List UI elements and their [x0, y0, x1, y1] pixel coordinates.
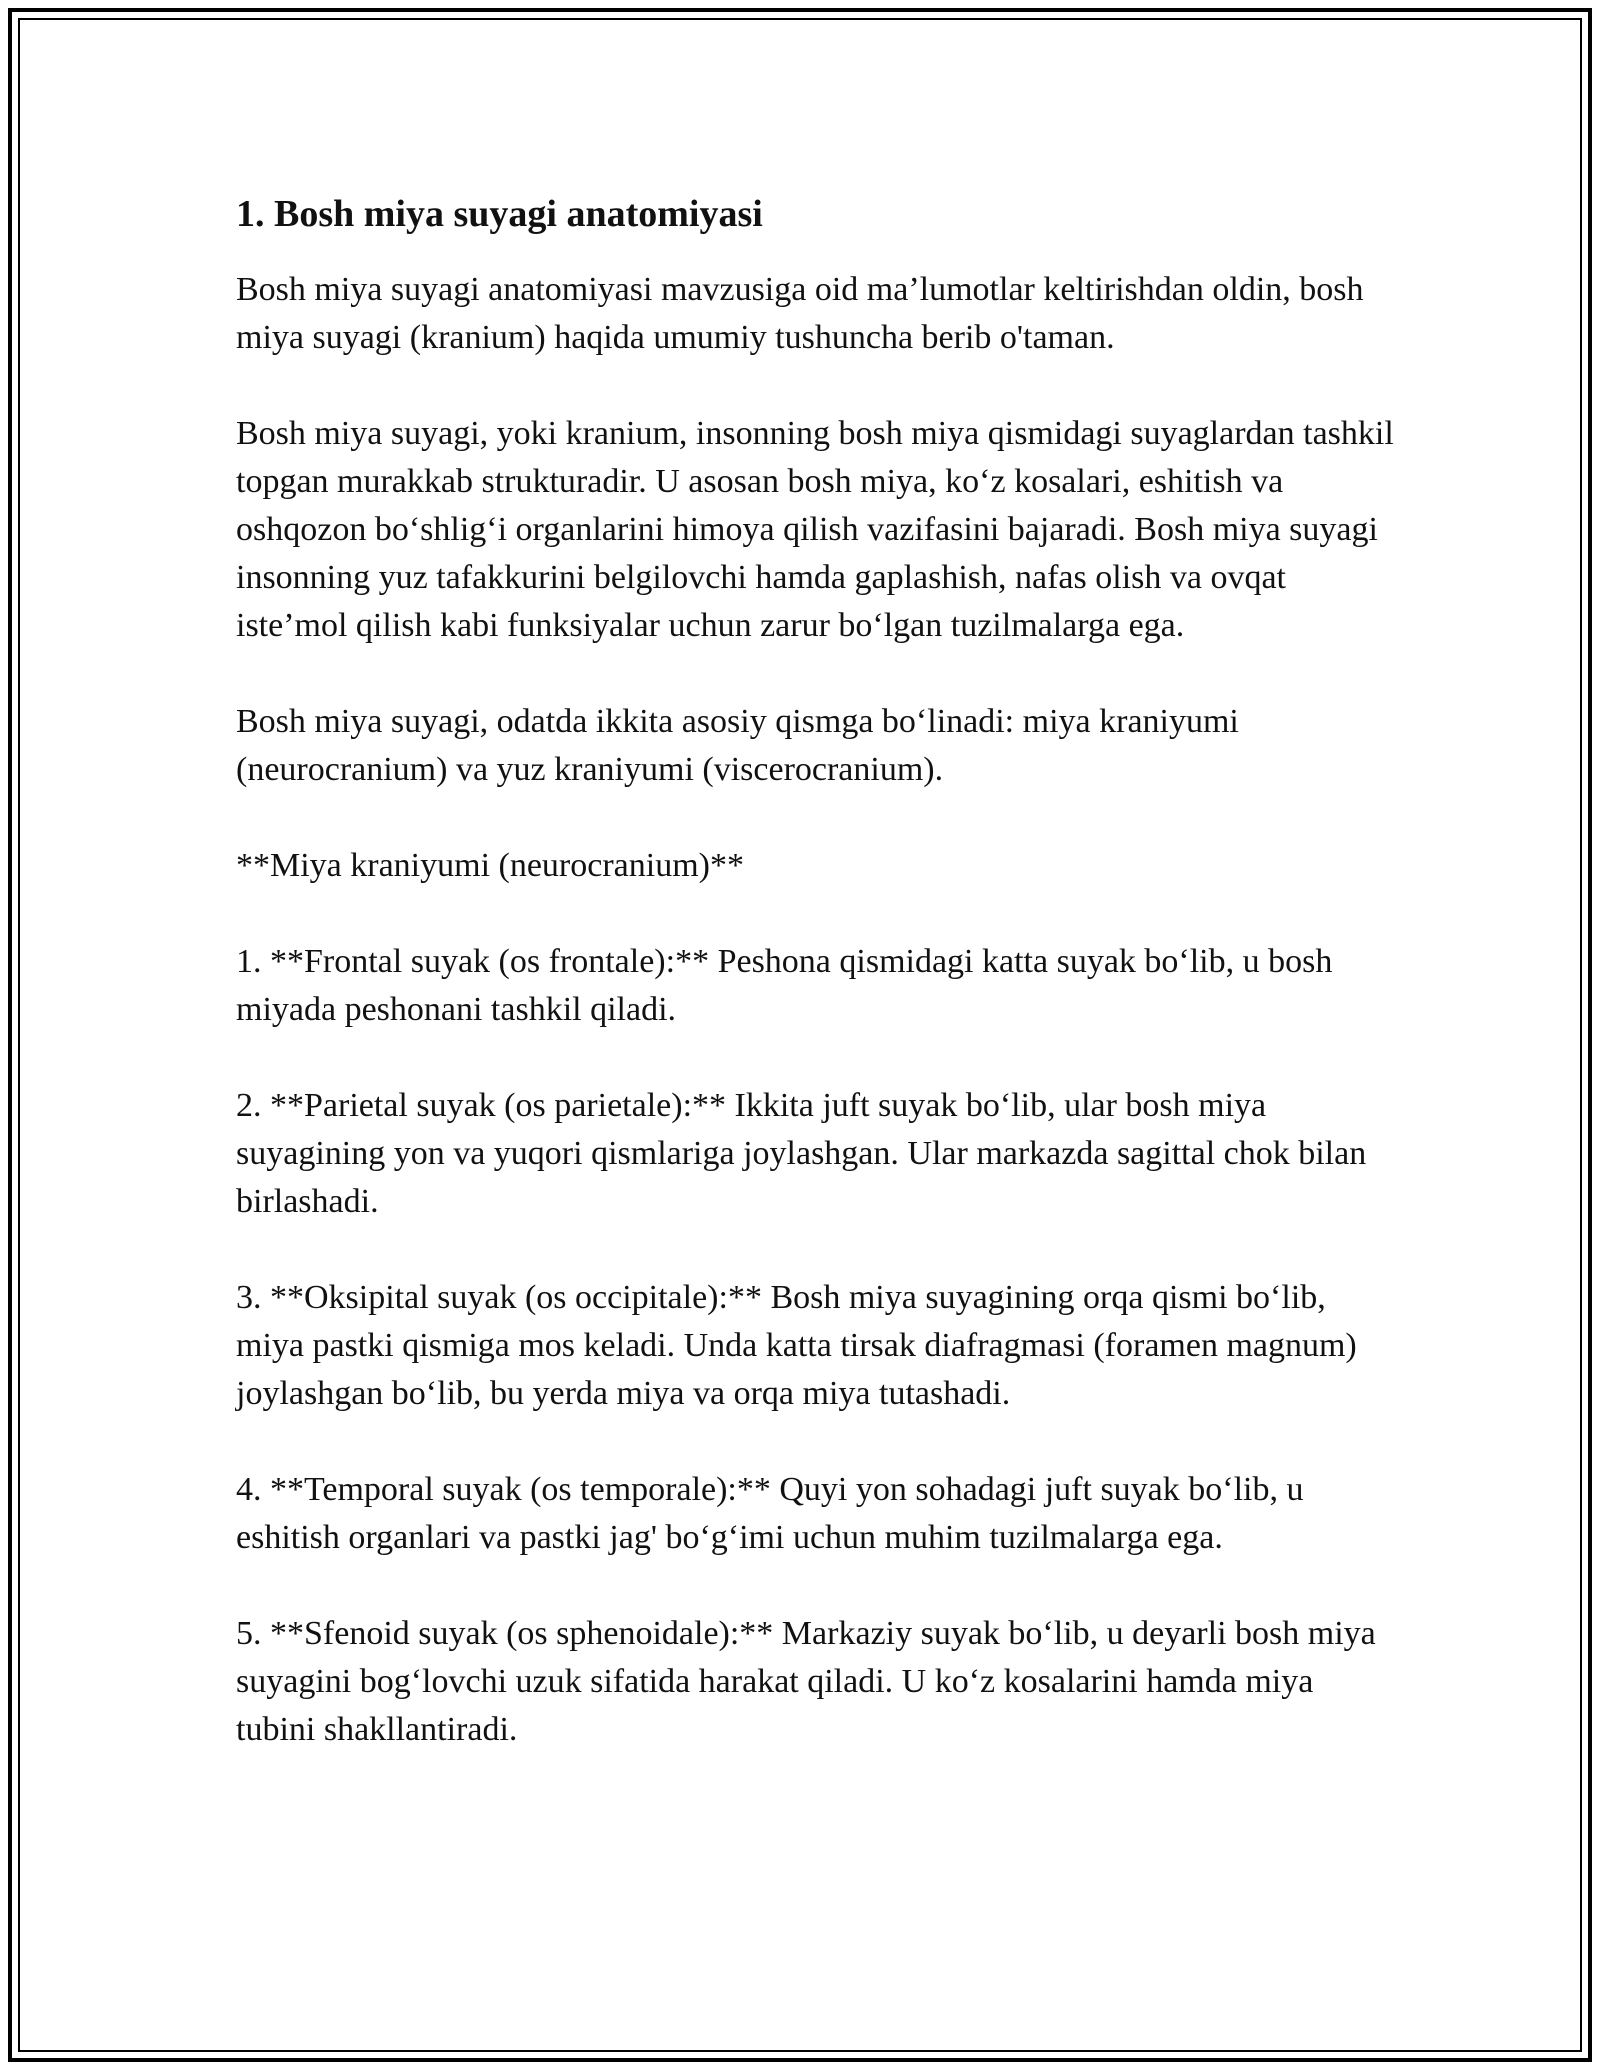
document-body — [236, 186, 1396, 1802]
intro-paragraph: Bosh miya suyagi anatomiyasi mavzusiga oid ma’lumotlar keltirishdan oldin, bosh miya suyagi (kranium) haqida umumiy tushuncha berib o'taman. — [236, 271, 1364, 356]
cranium-parts-paragraph: Bosh miya suyagi, odatda ikkita asosiy qismga bo‘linadi: miya kraniyumi (neurocranium) va yuz kraniyumi (viscerocranium). — [236, 703, 1239, 788]
list-item-sphenoid: 5. **Sfenoid suyak (os sphenoidale):** Markaziy suyak bo‘lib, u deyarli bosh miya suyagini bog‘lovchi uzuk sifatida harakat qiladi. U ko‘z kosalarini hamda miya tubini shakllantiradi. — [236, 1615, 1376, 1748]
list-item-parietal: 2. **Parietal suyak (os parietale):** Ikkita juft suyak bo‘lib, ular bosh miya suyagining yon va yuqori qismlariga joylashgan. Ular markazda sagittal chok bilan birlashadi. — [236, 1087, 1367, 1220]
cranium-description-paragraph: Bosh miya suyagi, yoki kranium, insonning bosh miya qismidagi suyaglardan tashkil topgan murakkab strukturadir. U asosan bosh miya, ko‘z kosalari, eshitish va oshqozon bo‘shlig‘i organlarini himoya qilish vazifasini bajaradi. Bosh miya suyagi insonning yuz tafakkurini belgilovchi hamda gaplashish, nafas olish va ovqat iste’mol qilish kabi funksiyalar uchun zarur bo‘lgan tuzilmalarga ega. — [236, 415, 1394, 644]
list-item-frontal: 1. **Frontal suyak (os frontale):** Peshona qismidagi katta suyak bo‘lib, u bosh miyada peshonani tashkil qiladi. — [236, 943, 1333, 1028]
section-title: 1. Bosh miya suyagi anatomiyasi — [236, 193, 763, 235]
list-item-temporal: 4. **Temporal suyak (os temporale):** Quyi yon sohadagi juft suyak bo‘lib, u eshitish organlari va pastki jag' bo‘g‘imi uchun muhim tuzilmalarga ega. — [236, 1471, 1304, 1556]
list-item-occipital: 3. **Oksipital suyak (os occipitale):** Bosh miya suyagining orqa qismi bo‘lib, miya pastki qismiga mos keladi. Unda katta tirsak diafragmasi (foramen magnum) joylashgan bo‘lib, bu yerda miya va orqa miya tutashadi. — [236, 1279, 1357, 1412]
neurocranium-heading: **Miya kraniyumi (neurocranium)** — [236, 847, 744, 884]
